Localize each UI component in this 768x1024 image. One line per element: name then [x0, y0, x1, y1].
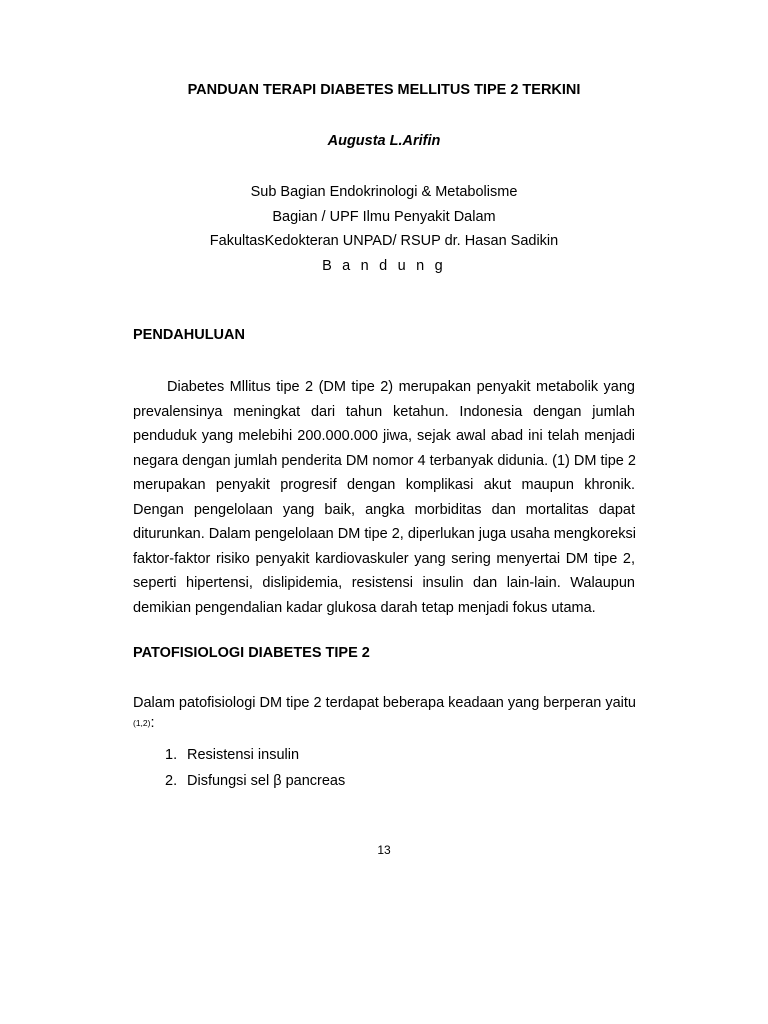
affiliation-line: Sub Bagian Endokrinologi & Metabolisme: [250, 184, 518, 200]
paragraph-line: diturunkan. Dalam pengelolaan DM tipe 2, diperlukan juga usaha mengkoreksi: [133, 526, 636, 542]
paragraph-line: prevalensinya meningkat dari tahun ketahun. Indonesia dengan jumlah: [133, 403, 635, 420]
paragraph-pendahuluan: [133, 375, 635, 620]
affiliation-city: B a n d u n g: [322, 258, 446, 275]
paragraph-line: Diabetes Mllitus tipe 2 (DM tipe 2) merupakan penyakit metabolik yang: [167, 379, 635, 395]
paragraph-line: negara dengan jumlah penderita DM nomor 4 terbanyak didunia. (1) DM tipe 2: [133, 452, 636, 469]
affiliation-line: FakultasKedokteran UNPAD/ RSUP dr. Hasan Sadikin: [209, 233, 559, 250]
list-text: Resistensi insulin: [187, 747, 300, 763]
intro-colon: :: [150, 715, 155, 731]
reference-marker: [133, 715, 155, 731]
section-heading-patofisiologi: PATOFISIOLOGI DIABETES TIPE 2: [133, 645, 370, 661]
numbered-list: [165, 742, 345, 794]
paragraph-line: merupakan penyakit progresif dengan komplikasi akut maupun khronik.: [133, 477, 635, 493]
list-item: [165, 768, 345, 794]
paragraph-line: penduduk yang melebihi 200.000.000 jiwa, sejak awal abad ini telah menjadi: [133, 428, 635, 444]
paragraph-patofisiologi: [133, 693, 635, 734]
paragraph-line: Dengan pengelolaan yang baik, angka morbiditas dan mortalitas dapat: [133, 501, 635, 518]
paragraph-line: Dalam patofisiologi DM tipe 2 terdapat beberapa keadaan yang berperan yaitu: [133, 695, 636, 711]
list-item: [165, 742, 345, 768]
reference-citation: (1,2): [133, 718, 151, 728]
affiliation-block: [0, 180, 768, 279]
document-title: PANDUAN TERAPI DIABETES MELLITUS TIPE 2 TERKINI: [187, 82, 581, 98]
list-number: 2.: [165, 773, 178, 789]
paragraph-line: demikian pengendalian kadar glukosa darah tetap menjadi fokus utama.: [133, 599, 596, 616]
page-number: 13: [377, 843, 391, 857]
paragraph-line: faktor-faktor risiko penyakit kardiovaskuler yang sering menyertai DM tipe 2,: [133, 550, 635, 567]
author-name: Augusta L.Arifin: [327, 133, 441, 149]
list-number: 1.: [165, 747, 178, 763]
affiliation-line: Bagian / UPF Ilmu Penyakit Dalam: [272, 208, 496, 225]
paragraph-line: seperti hipertensi, dislipidemia, resistensi insulin dan lain-lain. Walaupun: [133, 575, 635, 591]
list-text: Disfungsi sel β pancreas: [187, 773, 346, 789]
section-heading-pendahuluan: PENDAHULUAN: [133, 327, 245, 343]
